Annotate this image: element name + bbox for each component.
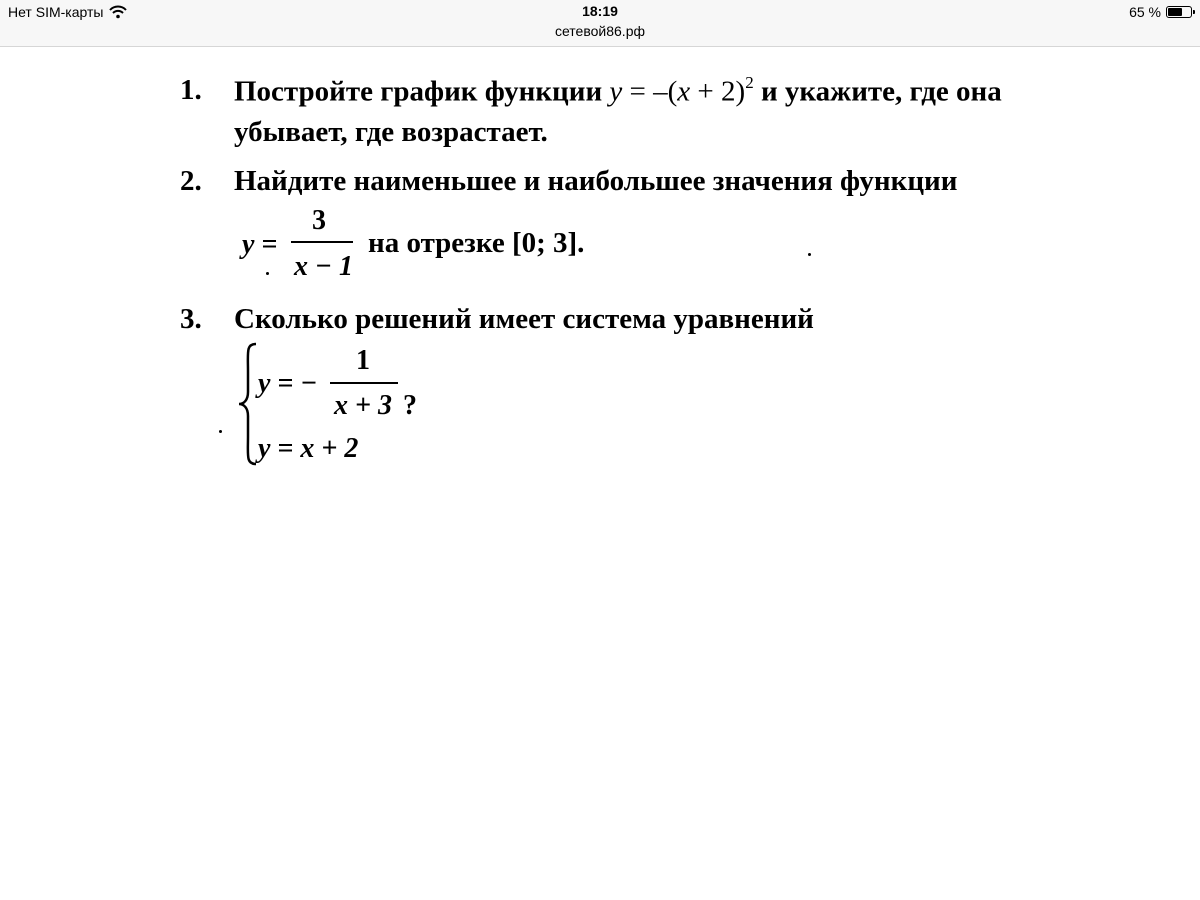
problem-1-x: x bbox=[677, 75, 691, 108]
problem-1-number: 1. bbox=[180, 74, 202, 106]
problem-1-rest: + 2) bbox=[690, 75, 746, 108]
system-brace-icon bbox=[236, 342, 260, 466]
system-eq-1-left: y = − bbox=[258, 368, 318, 399]
problem-2-text: Найдите наименьшее и наибольшее значения функции bbox=[234, 165, 958, 197]
clock: 18:19 bbox=[582, 3, 618, 19]
problem-2-numerator: 3 bbox=[312, 205, 326, 236]
problem-2-denominator: x − 1 bbox=[294, 251, 353, 282]
system-eq-1-fraction-bar bbox=[330, 382, 398, 384]
status-right bbox=[1129, 4, 1192, 20]
problem-1-text-a: Постройте график функции bbox=[234, 75, 610, 108]
problem-1-line-2: убывает, где возрастает. bbox=[234, 116, 548, 148]
problem-1-text-b: и укажите, где она bbox=[753, 75, 1002, 108]
scan-dot bbox=[266, 272, 269, 275]
problem-2-fraction-bar bbox=[291, 241, 353, 243]
battery-fill bbox=[1168, 8, 1182, 16]
problem-3-number: 3. bbox=[180, 303, 202, 335]
battery-icon bbox=[1166, 6, 1192, 18]
carrier-label: Нет SIM-карты bbox=[8, 4, 104, 20]
scan-dot bbox=[808, 253, 811, 256]
scan-dot bbox=[219, 430, 222, 433]
document-image bbox=[0, 46, 1200, 900]
url-label[interactable]: сетевой86.рф bbox=[554, 23, 645, 39]
problem-1-line-1 bbox=[234, 73, 1002, 108]
system-eq-2: y = x + 2 bbox=[258, 433, 359, 464]
system-eq-1-denominator: x + 3 bbox=[334, 390, 392, 421]
problem-2-tail: на отрезке [0; 3]. bbox=[368, 227, 585, 259]
problem-1-y: y bbox=[609, 75, 623, 108]
status-bar bbox=[0, 0, 1200, 47]
system-eq-1-numerator: 1 bbox=[356, 345, 370, 376]
problem-1-eq: = –( bbox=[622, 75, 678, 108]
problem-2-number: 2. bbox=[180, 165, 202, 197]
battery-percent: 65 % bbox=[1129, 4, 1161, 20]
problem-2-y-eq: y = bbox=[242, 229, 278, 260]
problem-3-text: Сколько решений имеет система уравнений bbox=[234, 303, 814, 335]
system-question-mark: ? bbox=[403, 390, 417, 421]
problem-1-exponent: 2 bbox=[745, 73, 754, 92]
